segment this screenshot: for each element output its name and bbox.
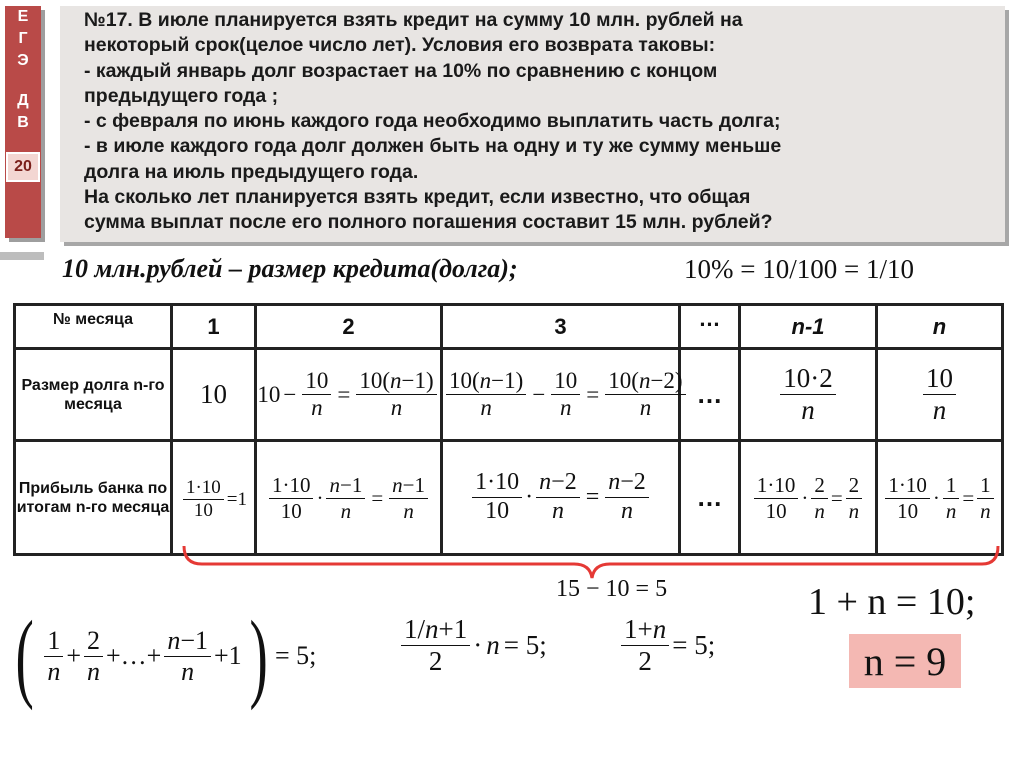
debt-cell: 10(n−1) n − $\frac{10}{n}$ = $\frac{10(n-2)}{n}$: [442, 349, 680, 441]
debt-cell: 10 n: [877, 349, 1003, 441]
debt-table: [13, 303, 1004, 556]
debt-row-label: Размер долга n-го месяца: [15, 349, 172, 441]
banner-letter: Г: [18, 30, 28, 47]
solution-equation: 1 + n = 10;: [808, 581, 976, 623]
answer-box: n = 9: [849, 634, 961, 688]
eq2-rhs: = 5;: [503, 630, 547, 661]
table-row: [15, 441, 1003, 555]
debt-cell: 10 − $\frac{10}{n}$ = $\frac{10(n-1)}{n}$: [256, 349, 442, 441]
ellipsis: …: [696, 379, 723, 409]
problem-line: - с февраля по июнь каждого года необходимо выплатить часть долга;: [84, 110, 781, 133]
month-header: № месяца: [15, 305, 172, 349]
problem-line: - каждый январь долг возрастает на 10% по сравнению с концом: [84, 59, 718, 82]
problem-line: предыдущего года ;: [84, 84, 279, 107]
sum-bracket: [182, 540, 1002, 580]
problem-line: некоторый срок(целое число лет). Условия его возврата таковы:: [84, 34, 716, 57]
profit-cell: 1·10 10 =1: [172, 441, 256, 555]
profit-row-label: Прибыль банка по итогам n-го месяца: [15, 441, 172, 555]
profit-cell: 1·10 10 · $\frac{n-2}{n}$ = $\frac{n-2}{n}$: [442, 441, 680, 555]
profit-cell: 1·10 10 · $\frac{n-1}{n}$ = $\frac{n-1}{n}$: [256, 441, 442, 555]
arith-sum-equation: 1/n+1 2 · n = 5;: [398, 614, 547, 677]
ege-banner: [5, 6, 41, 238]
table-row: [15, 305, 1003, 349]
debt-cell: 10: [172, 349, 256, 441]
given-statement: 10 млн.рублей – размер кредита(долга);: [62, 254, 518, 283]
profit-cell: 1·10 10 · 1 n = 1 n: [877, 441, 1003, 555]
eq1-rhs: = 5;: [274, 641, 317, 670]
banner-letter: В: [17, 114, 29, 131]
problem-line: долга на июль предыдущего года.: [84, 160, 419, 183]
debt-cell: 10·2 n: [740, 349, 877, 441]
problem-line: На сколько лет планируется взять кредит, если известно, что общая: [84, 186, 751, 209]
difference-formula: 15 − 10 = 5: [556, 576, 668, 602]
profit-cell: [680, 441, 740, 555]
col-1: 1: [172, 305, 256, 349]
percent-formula: 10% = 10/100 = 1/10: [684, 254, 914, 284]
profit-cell: 1·10 10 · 2 n = 2 n: [740, 441, 877, 555]
eq3-rhs: = 5;: [672, 630, 716, 661]
banner-letter: Д: [17, 92, 29, 109]
ellipsis: …: [696, 482, 723, 512]
banner-letter: Э: [17, 52, 29, 69]
task-number-badge: 20: [6, 152, 40, 182]
problem-statement: [60, 6, 1005, 242]
problem-line: №17. В июле планируется взять кредит на сумму 10 млн. рублей на: [84, 9, 743, 31]
col-2: 2: [256, 305, 442, 349]
banner-letter: Е: [17, 8, 29, 25]
col-ellipsis: …: [680, 305, 740, 349]
problem-line: - в июле каждого года долг должен быть на одну и ту же сумму меньше: [84, 135, 782, 158]
simplified-equation: $\frac{1+n}{2}$ = 5;: [618, 614, 715, 677]
col-3: 3: [442, 305, 680, 349]
divider: [0, 252, 44, 260]
sum-equation: ( 1 n + 2 n +…+ n−1 n +1 ) = 5;: [15, 600, 317, 711]
col-n-minus-1: n-1: [740, 305, 877, 349]
table-row: [15, 349, 1003, 441]
col-n: n: [877, 305, 1003, 349]
problem-line: сумма выплат после его полного погашения составит 15 млн. рублей?: [84, 211, 773, 234]
